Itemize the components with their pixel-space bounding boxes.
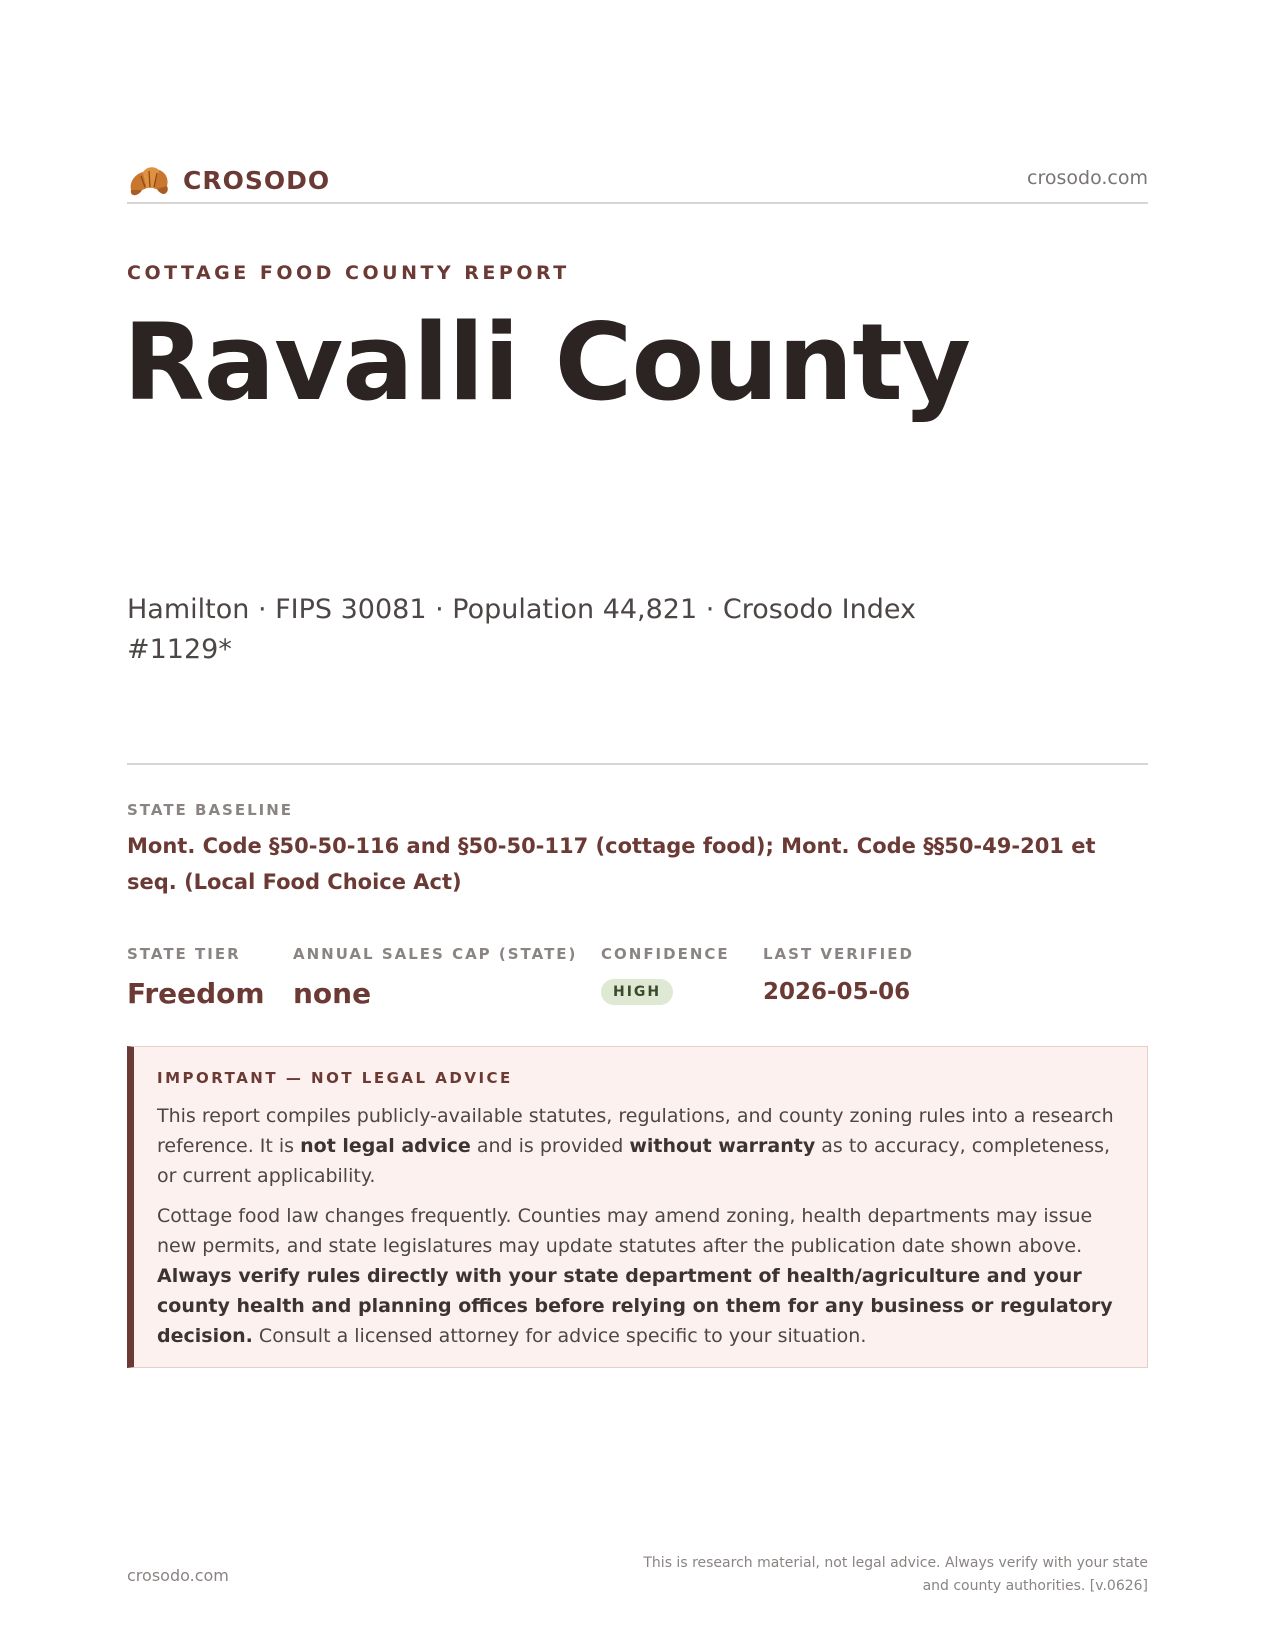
stat-sales-cap xyxy=(293,945,577,1010)
stat-label: ANNUAL SALES CAP (STATE) xyxy=(293,945,578,963)
report-subtitle: Hamilton · FIPS 30081 · Population 44,821 · Crosodo Index #1129* xyxy=(127,594,916,665)
state-baseline-text: Mont. Code §50-50-116 and §50-50-117 (cottage food); Mont. Code §§50-49-201 et seq. (Local Food Choice Act) xyxy=(127,834,1096,894)
page-header xyxy=(127,158,1148,204)
stat-last-verified xyxy=(763,945,914,1005)
confidence-badge: HIGH xyxy=(601,979,673,1005)
legal-notice xyxy=(127,1046,1148,1368)
section-divider xyxy=(127,763,1148,765)
footer-site-url[interactable]: crosodo.com xyxy=(127,1566,229,1585)
state-baseline-label: STATE BASELINE xyxy=(127,801,294,819)
notice-paragraph-1: This report compiles publicly-available statutes, regulations, and county zoning rules into a research reference. It is not legal advice and is provided without warranty as to accuracy, completeness, or current applicability. xyxy=(157,1105,1114,1187)
report-page xyxy=(123,0,1148,1650)
site-url-link[interactable]: crosodo.com xyxy=(1027,167,1148,189)
notice-paragraph-2: Cottage food law changes frequently. Counties may amend zoning, health departments may issue new permits, and state legislatures may update statutes after the publication date shown above. Always verify rules directly with your state department of health/agriculture and your county health and planning offices before relying on them for any business or regulatory decision. Consult a licensed attorney for advice specific to your situation. xyxy=(157,1205,1113,1347)
stat-label: LAST VERIFIED xyxy=(763,945,914,963)
report-kicker: COTTAGE FOOD COUNTY REPORT xyxy=(127,262,570,284)
stat-value: Freedom xyxy=(127,977,265,1010)
stat-label: STATE TIER xyxy=(127,945,241,963)
stats-row xyxy=(127,945,1148,1015)
stat-label: CONFIDENCE xyxy=(601,945,730,963)
brand-name: CROSODO xyxy=(183,165,331,195)
croissant-icon xyxy=(127,160,171,200)
stat-state-tier xyxy=(127,945,265,1010)
page-title: Ravalli County xyxy=(123,301,970,424)
notice-title: IMPORTANT — NOT LEGAL ADVICE xyxy=(157,1069,513,1087)
stat-confidence xyxy=(601,945,730,1005)
stat-value: 2026-05-06 xyxy=(763,979,911,1005)
footer-disclaimer: This is research material, not legal advice. Always verify with your state and county authorities. [v.0626] xyxy=(643,1555,1148,1594)
brand[interactable] xyxy=(127,160,330,200)
stat-value: none xyxy=(293,977,372,1010)
